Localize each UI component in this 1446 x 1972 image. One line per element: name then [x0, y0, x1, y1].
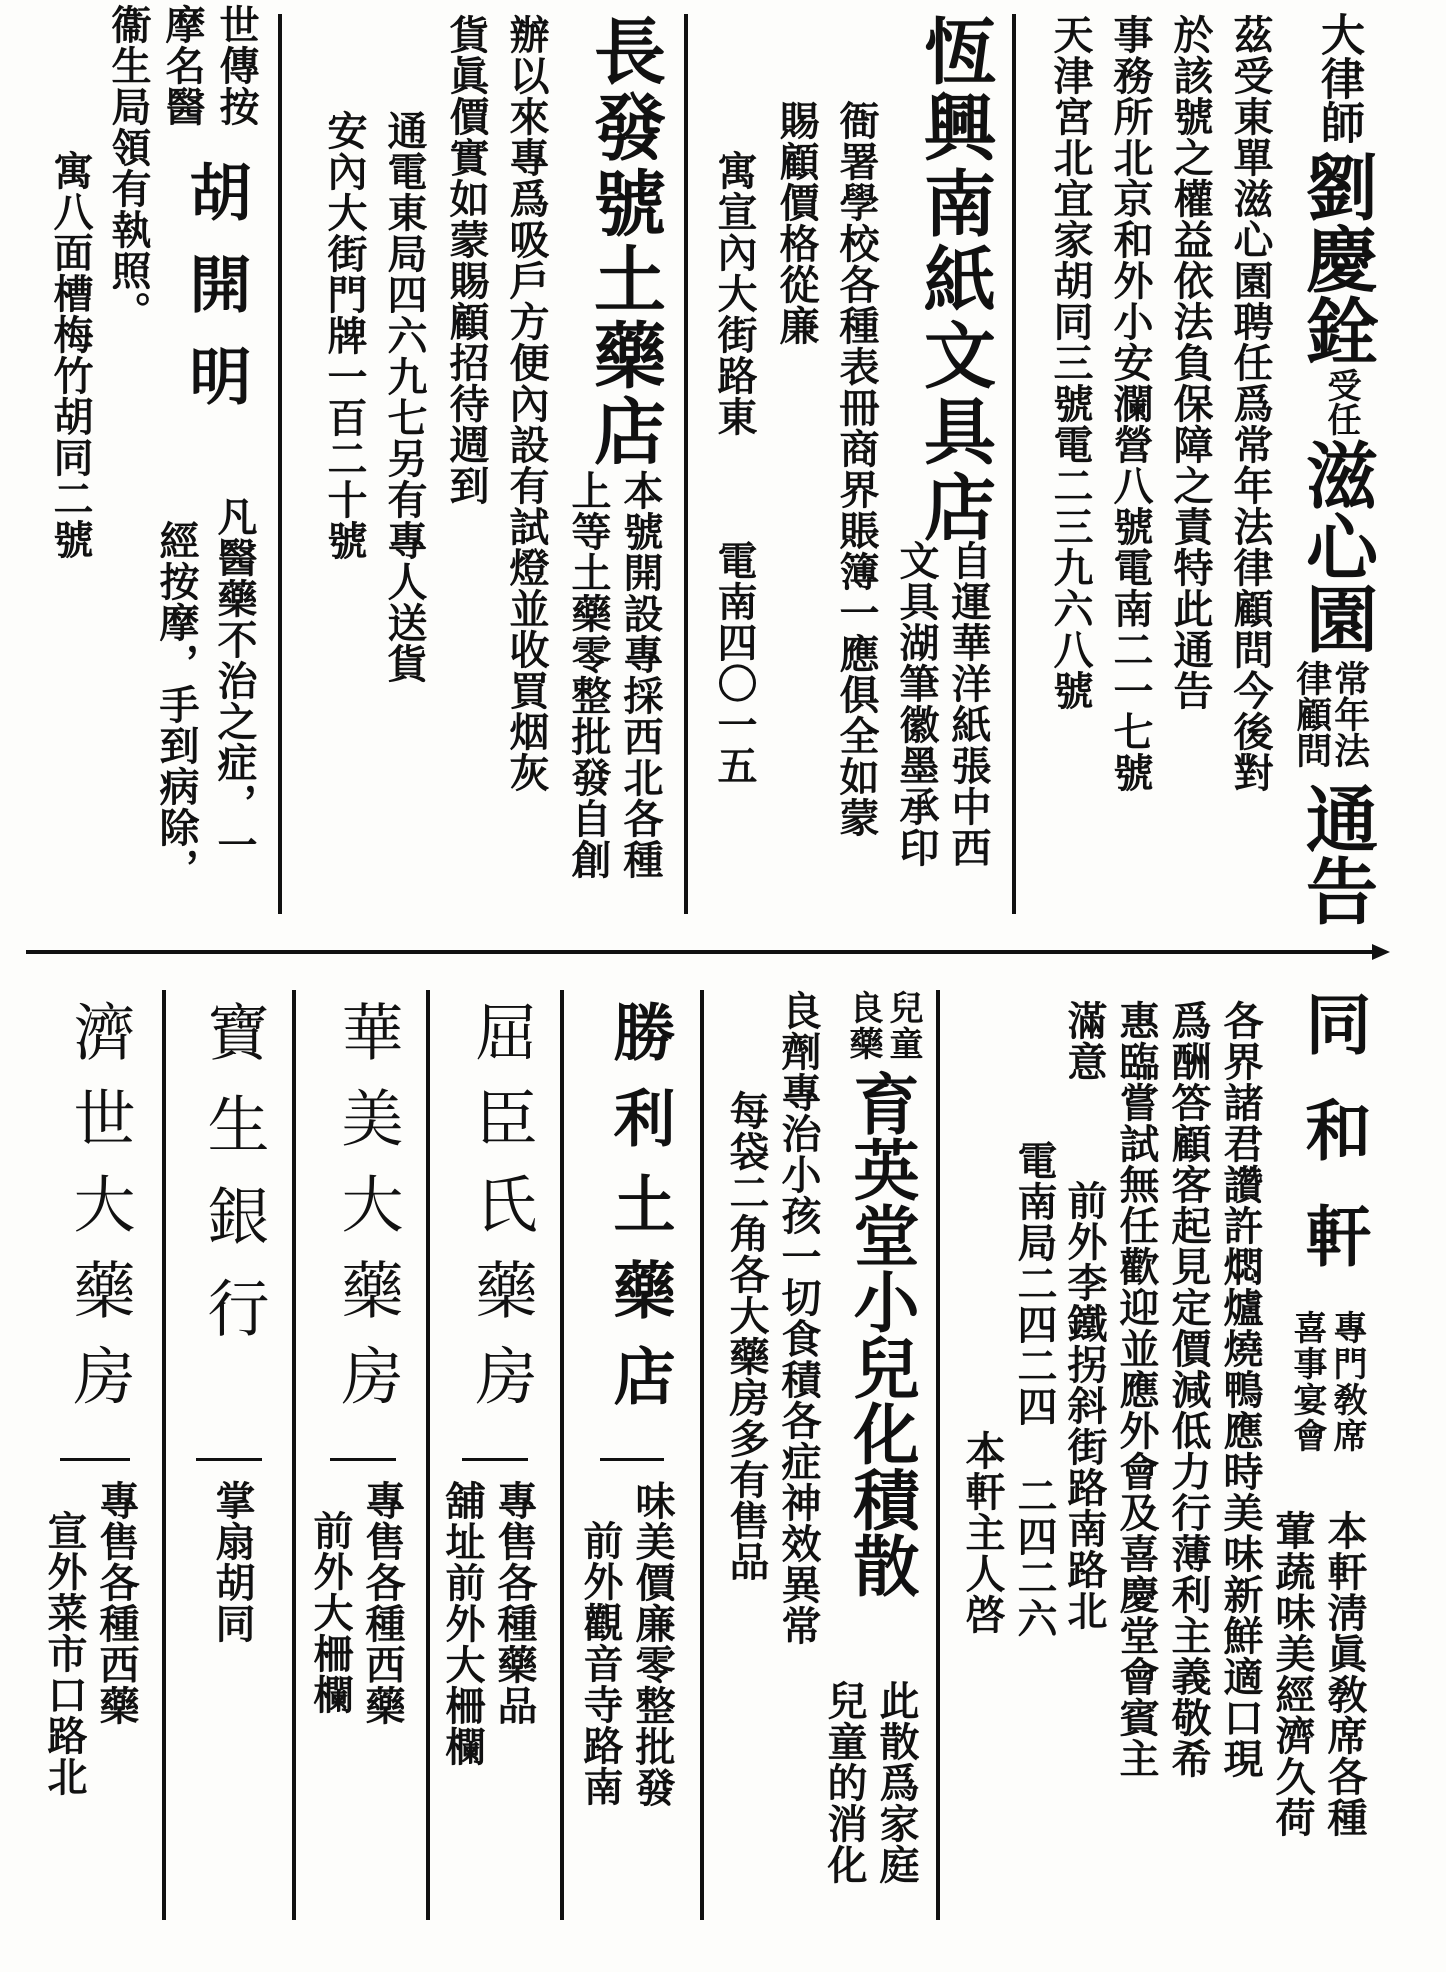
yuying-line-4: 每袋二角各大藥房多有售品: [723, 1090, 770, 1582]
lawyer-line-2: 於該號之權益依法負保障之責特此通告: [1167, 14, 1214, 711]
hengxing-shop-name: 恆興南紙文具店: [912, 14, 997, 546]
divider-yuying-shengli: [700, 990, 704, 1920]
divider-quchen-huamei: [426, 990, 430, 1920]
tonghe-line-2: 葷蔬味美經濟久荷: [1269, 1510, 1316, 1838]
tonghe-line-3: 各界諸君讚許燜爐燒鴨應時美味新鮮適口現: [1217, 1000, 1264, 1779]
jishi-line-2: 宣外菜市口路北: [41, 1510, 88, 1797]
tonghe-name: 同和軒: [1294, 990, 1372, 1308]
baosheng-line-1: 掌扇胡同: [209, 1480, 256, 1644]
yuying-line-3: 良劑專治小孩一切食積各症神效異常: [775, 990, 822, 1646]
lawyer-client-name: 滋心園: [1294, 438, 1379, 654]
hu-col-d: 寓八面槽梅竹胡同二號: [47, 150, 94, 560]
divider-huamei-baosheng: [292, 990, 296, 1920]
lawyer-line-3: 事務所北京和外小安瀾營八號電南二一七號: [1107, 14, 1154, 793]
quchen-name: 屈臣氏藥房: [465, 1000, 538, 1430]
changfa-head-1: 本號開設專採西北各種: [617, 470, 664, 880]
shengli-line-2: 前外觀音寺路南: [577, 1520, 624, 1807]
hengxing-desc-2: 文具湖筆徽墨承印: [893, 540, 940, 868]
hu-col-a: 世傳按: [213, 4, 260, 127]
lawyer-name: 劉慶銓: [1294, 150, 1379, 366]
baosheng-name: 寶生銀行: [197, 1000, 270, 1368]
yuying-pre-2: 良藥: [843, 990, 883, 1062]
yuying-tail-2: 兒童的消化: [821, 1680, 868, 1885]
jishi-line-1: 專售各種西藥: [93, 1480, 140, 1726]
tonghe-line-4: 爲酬答顧客起見定價減低力行薄利主義敬希: [1165, 1000, 1212, 1779]
hu-line-1: 凡醫藥不治之症，一: [211, 496, 258, 865]
divider-shengli-quchen: [560, 990, 564, 1920]
hu-doctor-name: 胡開明: [179, 160, 252, 436]
section-divider: [26, 950, 1376, 954]
huamei-line-1: 專售各種西藥: [359, 1480, 406, 1726]
hu-col-b: 摩名醫: [159, 4, 206, 127]
huamei-line-2: 前外大柵欄: [307, 1510, 354, 1715]
huamei-name: 華美大藥房: [331, 1000, 404, 1430]
lawyer-line-4: 天津宮北宜家胡同三號電二三九六八號: [1047, 14, 1094, 711]
quchen-rule: [462, 1458, 528, 1461]
divider-lawyer-hengxing: [1012, 14, 1016, 914]
lawyer-title-small2: 常年法律顧問: [1290, 660, 1371, 768]
lawyer-title-end: 通告: [1294, 782, 1379, 926]
divider-baosheng-jishi: [162, 990, 166, 1920]
tonghe-sub-1: 專門敎席: [1327, 1310, 1367, 1454]
divider-changfa-hu: [278, 14, 282, 914]
tonghe-sign: 本軒主人啓: [959, 1430, 1006, 1635]
changfa-line-3: 辦以來專爲吸戶方便內設有試燈並收買烟灰: [503, 14, 550, 793]
divider-hengxing-changfa: [684, 14, 688, 914]
yuying-tail-1: 此散爲家庭: [873, 1680, 920, 1885]
tonghe-line-6: 滿意: [1061, 1000, 1108, 1082]
lawyer-title-small: 受任: [1321, 368, 1361, 436]
hengxing-line-4: 賜顧價格從廉: [773, 100, 820, 346]
tonghe-line-1: 本軒淸眞敎席各種: [1321, 1510, 1368, 1838]
tonghe-line-5: 惠臨嘗試無任歡迎並應外會及喜慶堂會賓主: [1113, 1000, 1160, 1779]
yuying-product-name: 育英堂小兒化積散: [842, 1070, 920, 1598]
changfa-shop-name: 長發號土藥店: [582, 14, 667, 470]
lawyer-line-1: 茲受東單滋心園聘任爲常年法律顧問今後對: [1227, 14, 1274, 793]
hu-line-2: 經按摩，手到病除，: [153, 520, 200, 889]
hengxing-line-3: 衙署學校各種表冊商界賬簿一應俱全如蒙: [833, 100, 880, 838]
changfa-line-4: 貨眞價實如蒙賜顧招待週到: [443, 14, 490, 506]
lawyer-title-prefix: 大律師: [1313, 12, 1364, 144]
hu-col-c: 衞生局領有執照。: [105, 4, 152, 332]
divider-arrow-icon: [1372, 944, 1390, 960]
tonghe-phone: 電南局二四二四 二四二六: [1011, 1140, 1058, 1639]
divider-tonghe-yuying: [936, 990, 940, 1920]
shengli-line-1: 味美價廉零整批發: [629, 1480, 676, 1808]
huamei-rule: [330, 1458, 396, 1461]
changfa-head-2: 上等土藥零整批發自創: [565, 470, 612, 880]
yuying-pre-1: 兒童: [883, 990, 923, 1062]
hengxing-desc-1: 自運華洋紙張中西: [945, 540, 992, 868]
hengxing-address: 寓宣內大街路東: [711, 150, 758, 437]
shengli-rule: [600, 1458, 664, 1461]
hengxing-phone: 電南四〇一五: [711, 540, 758, 786]
tonghe-sub-2: 喜事宴會: [1287, 1310, 1327, 1454]
tonghe-address: 前外李鐵拐斜街路南路北: [1061, 1180, 1108, 1631]
changfa-line-5: 通電東局四六九七另有專人送貨: [381, 110, 428, 684]
jishi-name: 濟世大藥房: [63, 1000, 136, 1430]
quchen-line-2: 舖址前外大柵欄: [439, 1480, 486, 1767]
changfa-line-6: 安內大街門牌一百二十號: [321, 110, 368, 561]
jishi-rule: [60, 1458, 130, 1461]
quchen-line-1: 專售各種藥品: [491, 1480, 538, 1726]
baosheng-rule: [196, 1458, 262, 1461]
shengli-name: 勝利土藥店: [603, 1000, 676, 1430]
